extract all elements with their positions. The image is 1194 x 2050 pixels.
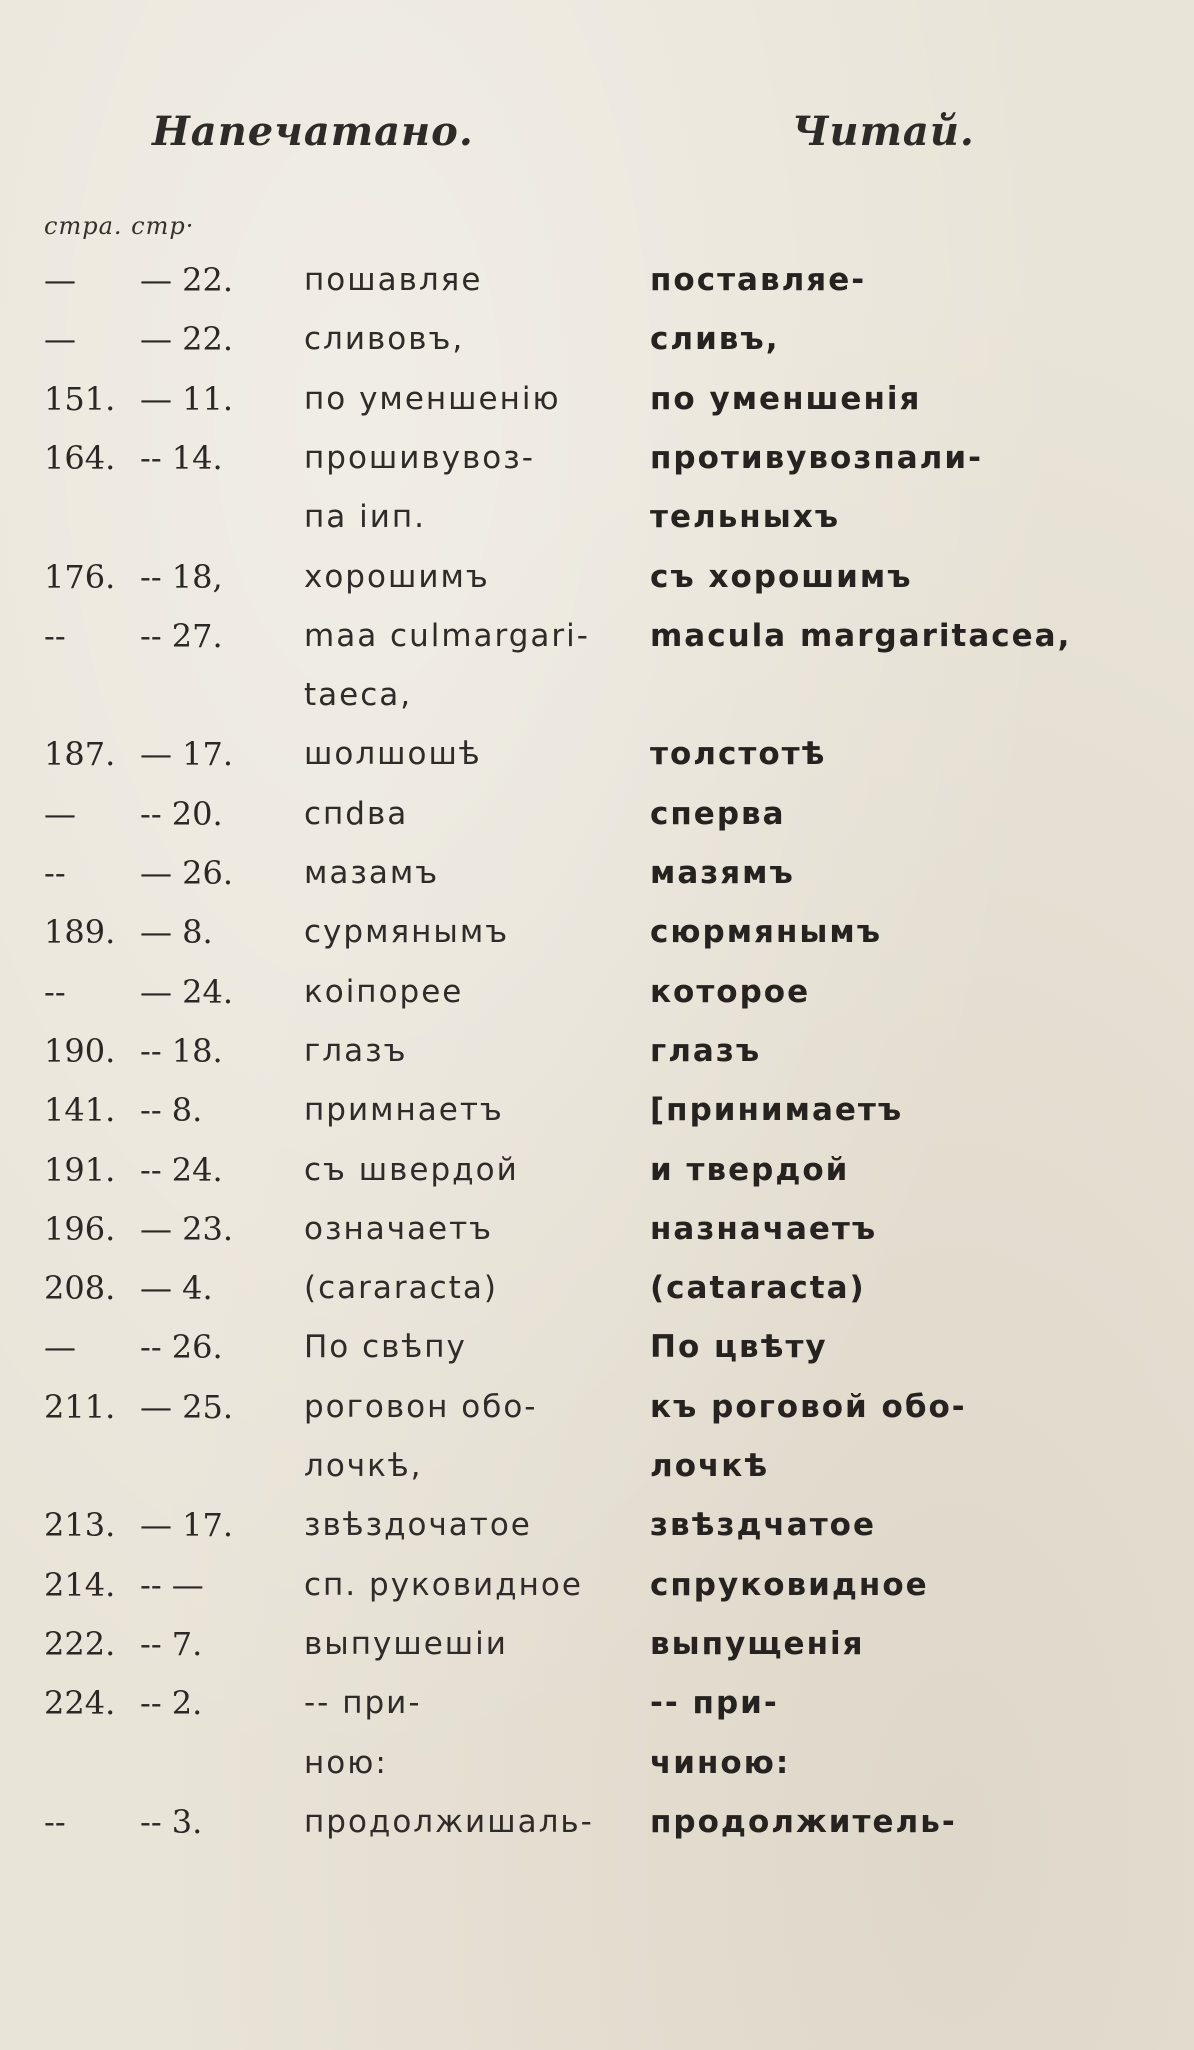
printed-text: прошивувоз-	[304, 439, 535, 476]
errata-row	[0, 786, 1194, 842]
page-number: —	[44, 1328, 76, 1367]
errata-row	[0, 1438, 1194, 1494]
page-number: 224.	[44, 1684, 116, 1723]
line-number: -- 7.	[140, 1624, 203, 1663]
page-number: —	[44, 320, 76, 359]
printed-text: па іип.	[304, 499, 427, 536]
errata-row	[0, 1557, 1194, 1613]
printed-text: (cararacta)	[304, 1270, 498, 1307]
line-number: -- 18.	[140, 1031, 223, 1070]
printed-text: пошавляе	[304, 262, 483, 298]
page-line-subheading: стра. стр·	[44, 212, 195, 240]
corrected-text: мазямъ	[650, 855, 795, 891]
errata-row	[0, 371, 1194, 427]
printed-text: глазъ	[304, 1032, 408, 1069]
line-number: — 11.	[140, 379, 234, 418]
printed-text: сп. руковидное	[304, 1566, 583, 1603]
line-number: -- 8.	[140, 1091, 203, 1130]
page-number: 222.	[44, 1624, 116, 1663]
corrected-text: назначаетъ	[650, 1210, 878, 1247]
page-number: 213.	[44, 1506, 116, 1545]
line-number: -- 24.	[140, 1150, 223, 1189]
corrected-text: толстотѣ	[650, 736, 827, 773]
errata-row	[0, 1735, 1194, 1791]
errata-row	[0, 608, 1194, 664]
line-number: -- 18,	[140, 557, 223, 596]
page-number: 191.	[44, 1150, 116, 1189]
errata-row	[0, 964, 1194, 1020]
printed-text: ною:	[304, 1744, 388, 1781]
page-number: --	[44, 616, 66, 655]
errata-row	[0, 549, 1194, 605]
corrected-text: -- при-	[650, 1685, 779, 1722]
corrected-text: тельныхъ	[650, 499, 841, 536]
page-number: 164.	[44, 438, 116, 477]
page-number: 189.	[44, 913, 116, 952]
errata-row	[0, 1497, 1194, 1553]
printed-text: хорошимъ	[304, 558, 490, 595]
printed-text: выпушешіи	[304, 1625, 508, 1662]
errata-row	[0, 1201, 1194, 1257]
page-number: 141.	[44, 1091, 116, 1130]
errata-row	[0, 667, 1194, 723]
printed-text: мазамъ	[304, 855, 440, 891]
corrected-text: глазъ	[650, 1032, 762, 1069]
corrected-text: лочкѣ	[650, 1448, 770, 1484]
page-number: 151.	[44, 379, 116, 418]
errata-row	[0, 1142, 1194, 1198]
line-number: -- 20.	[140, 794, 223, 833]
printed-text: роговон обо-	[304, 1388, 538, 1425]
corrected-text: macula margaritacea,	[650, 617, 1072, 654]
line-number: — 8.	[140, 913, 213, 952]
printed-text: спdва	[304, 795, 409, 832]
corrected-text: сливъ,	[650, 321, 780, 358]
page-number: --	[44, 972, 66, 1011]
errata-row	[0, 1616, 1194, 1672]
printed-text: съ швердой	[304, 1151, 519, 1188]
corrected-text: по уменшенія	[650, 380, 922, 417]
errata-row	[0, 1023, 1194, 1079]
line-number: — 22.	[140, 261, 234, 299]
printed-text: шолшошѣ	[304, 736, 482, 773]
corrected-text: противувозпали-	[650, 439, 983, 476]
errata-row	[0, 311, 1194, 367]
printed-text: звѣздочатое	[304, 1507, 532, 1544]
line-number: -- 26.	[140, 1328, 223, 1367]
printed-text: означаетъ	[304, 1210, 494, 1247]
printed-text: по уменшенію	[304, 380, 561, 417]
line-number: -- —	[140, 1565, 204, 1604]
line-number: — 24.	[140, 972, 234, 1011]
errata-row	[0, 726, 1194, 782]
printed-text: лочкѣ,	[304, 1448, 423, 1484]
page-number: --	[44, 854, 66, 892]
line-number: — 25.	[140, 1387, 234, 1426]
page-number: 176.	[44, 557, 116, 596]
corrected-text: По цвѣту	[650, 1329, 828, 1366]
errata-row	[0, 1675, 1194, 1731]
corrected-text: чиною:	[650, 1744, 791, 1781]
printed-text: примнаетъ	[304, 1092, 504, 1129]
page-number: --	[44, 1802, 66, 1841]
corrected-text: и твердой	[650, 1151, 850, 1188]
errata-row	[0, 845, 1194, 901]
page-number: —	[44, 794, 76, 833]
printed-text: taeca,	[304, 677, 413, 714]
line-number: -- 2.	[140, 1684, 203, 1723]
errata-row	[0, 1082, 1194, 1138]
corrected-text: выпущенія	[650, 1625, 865, 1662]
errata-row	[0, 1794, 1194, 1850]
page-number: 196.	[44, 1209, 116, 1248]
printed-text: сурмянымъ	[304, 914, 510, 951]
page-number: 214.	[44, 1565, 116, 1604]
corrected-text: къ роговой обо-	[650, 1388, 967, 1425]
corrected-text: (cataracta)	[650, 1270, 866, 1307]
page-number: 187.	[44, 735, 116, 774]
read-column-heading: Читай.	[792, 108, 975, 155]
errata-row	[0, 1260, 1194, 1316]
printed-text: коіпорее	[304, 973, 464, 1010]
page-number: 211.	[44, 1387, 116, 1426]
corrected-text: съ хорошимъ	[650, 558, 913, 595]
corrected-text: сюрмянымъ	[650, 914, 883, 951]
line-number: — 17.	[140, 1506, 234, 1545]
page-number: —	[44, 261, 76, 299]
line-number: — 22.	[140, 320, 234, 359]
line-number: — 23.	[140, 1209, 234, 1248]
page-number: 190.	[44, 1031, 116, 1070]
line-number: -- 27.	[140, 616, 223, 655]
errata-row	[0, 1379, 1194, 1435]
line-number: — 17.	[140, 735, 234, 774]
line-number: -- 3.	[140, 1802, 203, 1841]
errata-row	[0, 430, 1194, 486]
printed-text: -- при-	[304, 1685, 422, 1722]
line-number: — 4.	[140, 1269, 213, 1308]
corrected-text: [принимаетъ	[650, 1092, 904, 1129]
errata-row	[0, 252, 1194, 308]
printed-column-heading: Напечатано.	[152, 108, 474, 155]
corrected-text: продолжитель-	[650, 1803, 957, 1840]
corrected-text: поставляе-	[650, 262, 867, 298]
corrected-text: сперва	[650, 795, 786, 832]
errata-row	[0, 489, 1194, 545]
corrected-text: звѣздчатое	[650, 1507, 876, 1544]
line-number: — 26.	[140, 854, 234, 892]
printed-text: продолжишаль-	[304, 1803, 594, 1840]
line-number: -- 14.	[140, 438, 223, 477]
corrected-text: которое	[650, 973, 811, 1010]
errata-row	[0, 1319, 1194, 1375]
printed-text: По свѣпу	[304, 1329, 467, 1366]
printed-text: сливовъ,	[304, 321, 465, 358]
printed-text: mаa culmargari-	[304, 617, 590, 654]
errata-row	[0, 904, 1194, 960]
corrected-text: спруковидное	[650, 1566, 929, 1603]
page-number: 208.	[44, 1269, 116, 1308]
